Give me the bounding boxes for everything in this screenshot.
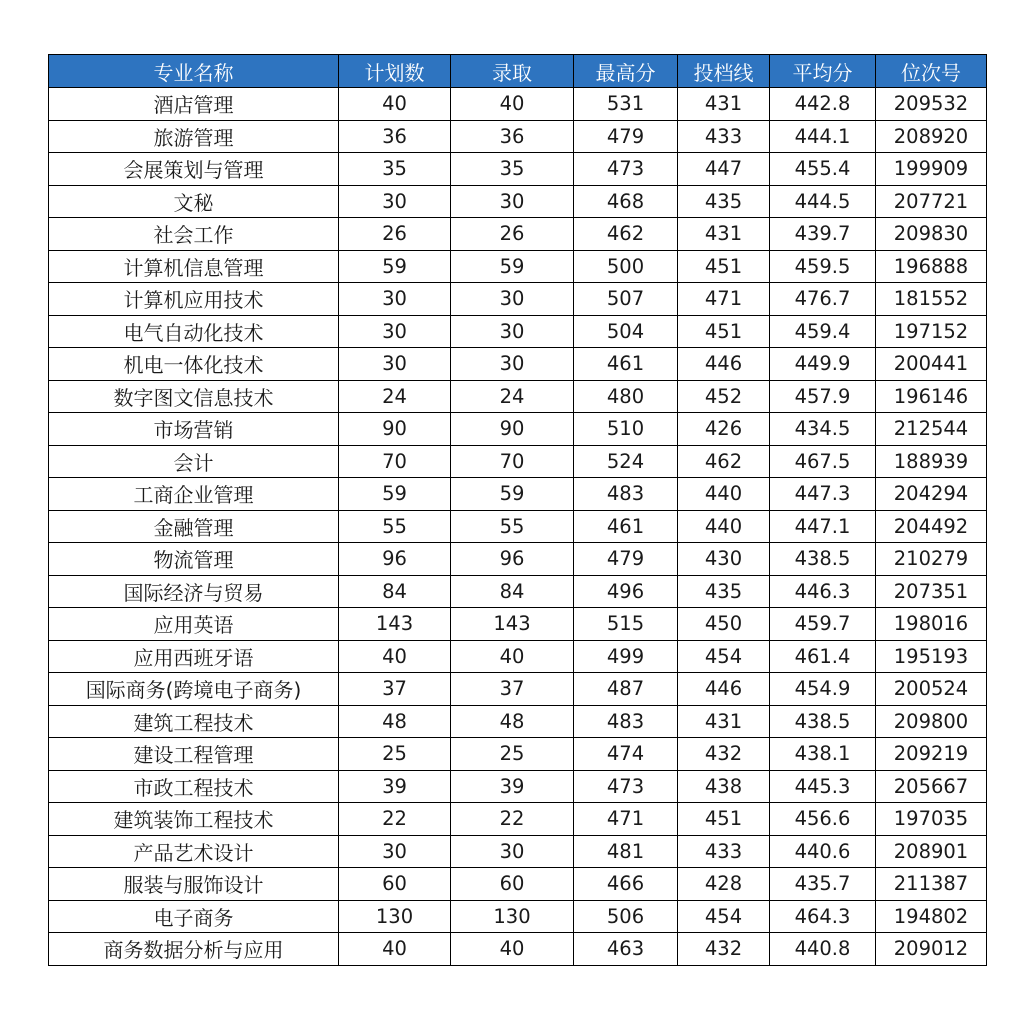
- table-row: [49, 348, 987, 381]
- plan-count-cell: 48: [339, 705, 451, 738]
- admitted-cell: 24: [451, 380, 574, 413]
- cutoff-line-cell: 452: [678, 380, 770, 413]
- major-cell: 应用英语: [49, 608, 339, 641]
- table-row: [49, 640, 987, 673]
- major-cell: 工商企业管理: [49, 478, 339, 511]
- major-cell: 应用西班牙语: [49, 640, 339, 673]
- table-row: [49, 933, 987, 966]
- plan-count-cell: 35: [339, 153, 451, 186]
- cutoff-line-cell: 432: [678, 933, 770, 966]
- admitted-cell: 60: [451, 868, 574, 901]
- major-cell: 建筑装饰工程技术: [49, 803, 339, 836]
- cutoff-line-cell: 433: [678, 835, 770, 868]
- table-row: [49, 445, 987, 478]
- table-row: [49, 608, 987, 641]
- plan-count-cell: 22: [339, 803, 451, 836]
- average-score-cell: 444.1: [770, 120, 876, 153]
- admitted-cell: 40: [451, 88, 574, 121]
- rank-cell: 181552: [876, 283, 987, 316]
- max-score-cell: 461: [574, 348, 678, 381]
- table-row: [49, 185, 987, 218]
- cutoff-line-cell: 447: [678, 153, 770, 186]
- table-row: [49, 835, 987, 868]
- admitted-cell: 40: [451, 933, 574, 966]
- max-score-cell: 474: [574, 738, 678, 771]
- table-row: [49, 380, 987, 413]
- admitted-cell: 59: [451, 250, 574, 283]
- max-score-cell: 479: [574, 543, 678, 576]
- table-row: [49, 413, 987, 446]
- cutoff-line-cell: 431: [678, 88, 770, 121]
- admitted-cell: 36: [451, 120, 574, 153]
- rank-cell: 194802: [876, 900, 987, 933]
- plan-count-cell: 143: [339, 608, 451, 641]
- max-score-cell: 524: [574, 445, 678, 478]
- table-row: [49, 120, 987, 153]
- admitted-cell: 130: [451, 900, 574, 933]
- admitted-cell: 35: [451, 153, 574, 186]
- admitted-cell: 22: [451, 803, 574, 836]
- rank-cell: 200441: [876, 348, 987, 381]
- table-row: [49, 250, 987, 283]
- max-score-cell: 468: [574, 185, 678, 218]
- table-row: [49, 153, 987, 186]
- average-score-cell: 444.5: [770, 185, 876, 218]
- max-score-cell: 471: [574, 803, 678, 836]
- max-score-cell: 515: [574, 608, 678, 641]
- average-score-cell: 435.7: [770, 868, 876, 901]
- plan-count-cell: 37: [339, 673, 451, 706]
- average-score-cell: 467.5: [770, 445, 876, 478]
- header-rank: 位次号: [876, 55, 987, 88]
- major-cell: 市政工程技术: [49, 770, 339, 803]
- admitted-cell: 90: [451, 413, 574, 446]
- average-score-cell: 434.5: [770, 413, 876, 446]
- cutoff-line-cell: 438: [678, 770, 770, 803]
- max-score-cell: 480: [574, 380, 678, 413]
- table-row: [49, 283, 987, 316]
- rank-cell: 204492: [876, 510, 987, 543]
- max-score-cell: 481: [574, 835, 678, 868]
- average-score-cell: 454.9: [770, 673, 876, 706]
- max-score-cell: 483: [574, 705, 678, 738]
- plan-count-cell: 84: [339, 575, 451, 608]
- cutoff-line-cell: 471: [678, 283, 770, 316]
- header-average-score: 平均分: [770, 55, 876, 88]
- major-cell: 商务数据分析与应用: [49, 933, 339, 966]
- rank-cell: 197035: [876, 803, 987, 836]
- major-cell: 机电一体化技术: [49, 348, 339, 381]
- average-score-cell: 442.8: [770, 88, 876, 121]
- rank-cell: 211387: [876, 868, 987, 901]
- admitted-cell: 143: [451, 608, 574, 641]
- average-score-cell: 440.6: [770, 835, 876, 868]
- major-cell: 社会工作: [49, 218, 339, 251]
- average-score-cell: 446.3: [770, 575, 876, 608]
- major-cell: 会展策划与管理: [49, 153, 339, 186]
- max-score-cell: 462: [574, 218, 678, 251]
- admitted-cell: 55: [451, 510, 574, 543]
- max-score-cell: 463: [574, 933, 678, 966]
- major-cell: 文秘: [49, 185, 339, 218]
- max-score-cell: 496: [574, 575, 678, 608]
- rank-cell: 188939: [876, 445, 987, 478]
- plan-count-cell: 96: [339, 543, 451, 576]
- major-cell: 产品艺术设计: [49, 835, 339, 868]
- cutoff-line-cell: 431: [678, 218, 770, 251]
- admission-score-table: [48, 54, 987, 966]
- cutoff-line-cell: 432: [678, 738, 770, 771]
- rank-cell: 195193: [876, 640, 987, 673]
- cutoff-line-cell: 454: [678, 640, 770, 673]
- max-score-cell: 466: [574, 868, 678, 901]
- admitted-cell: 30: [451, 315, 574, 348]
- max-score-cell: 483: [574, 478, 678, 511]
- cutoff-line-cell: 454: [678, 900, 770, 933]
- major-cell: 计算机信息管理: [49, 250, 339, 283]
- admitted-cell: 40: [451, 640, 574, 673]
- rank-cell: 209800: [876, 705, 987, 738]
- cutoff-line-cell: 462: [678, 445, 770, 478]
- max-score-cell: 531: [574, 88, 678, 121]
- cutoff-line-cell: 430: [678, 543, 770, 576]
- plan-count-cell: 90: [339, 413, 451, 446]
- admitted-cell: 96: [451, 543, 574, 576]
- average-score-cell: 447.1: [770, 510, 876, 543]
- rank-cell: 205667: [876, 770, 987, 803]
- max-score-cell: 500: [574, 250, 678, 283]
- average-score-cell: 455.4: [770, 153, 876, 186]
- major-cell: 会计: [49, 445, 339, 478]
- table-row: [49, 88, 987, 121]
- major-cell: 建筑工程技术: [49, 705, 339, 738]
- average-score-cell: 438.5: [770, 543, 876, 576]
- admitted-cell: 70: [451, 445, 574, 478]
- admitted-cell: 30: [451, 348, 574, 381]
- rank-cell: 209532: [876, 88, 987, 121]
- header-plan-count: 计划数: [339, 55, 451, 88]
- plan-count-cell: 40: [339, 933, 451, 966]
- major-cell: 物流管理: [49, 543, 339, 576]
- cutoff-line-cell: 446: [678, 348, 770, 381]
- admitted-cell: 84: [451, 575, 574, 608]
- admitted-cell: 30: [451, 185, 574, 218]
- admitted-cell: 26: [451, 218, 574, 251]
- cutoff-line-cell: 433: [678, 120, 770, 153]
- rank-cell: 198016: [876, 608, 987, 641]
- max-score-cell: 461: [574, 510, 678, 543]
- table-row: [49, 900, 987, 933]
- max-score-cell: 510: [574, 413, 678, 446]
- average-score-cell: 456.6: [770, 803, 876, 836]
- header-row: [49, 55, 987, 88]
- max-score-cell: 504: [574, 315, 678, 348]
- table-row: [49, 770, 987, 803]
- cutoff-line-cell: 451: [678, 250, 770, 283]
- max-score-cell: 479: [574, 120, 678, 153]
- plan-count-cell: 24: [339, 380, 451, 413]
- major-cell: 计算机应用技术: [49, 283, 339, 316]
- plan-count-cell: 60: [339, 868, 451, 901]
- admitted-cell: 25: [451, 738, 574, 771]
- plan-count-cell: 26: [339, 218, 451, 251]
- rank-cell: 208920: [876, 120, 987, 153]
- max-score-cell: 506: [574, 900, 678, 933]
- table-row: [49, 673, 987, 706]
- rank-cell: 207351: [876, 575, 987, 608]
- major-cell: 酒店管理: [49, 88, 339, 121]
- admitted-cell: 30: [451, 835, 574, 868]
- table-body: [49, 88, 987, 966]
- major-cell: 电子商务: [49, 900, 339, 933]
- major-cell: 市场营销: [49, 413, 339, 446]
- average-score-cell: 457.9: [770, 380, 876, 413]
- table-row: [49, 510, 987, 543]
- rank-cell: 196146: [876, 380, 987, 413]
- cutoff-line-cell: 435: [678, 185, 770, 218]
- major-cell: 金融管理: [49, 510, 339, 543]
- average-score-cell: 438.1: [770, 738, 876, 771]
- average-score-cell: 445.3: [770, 770, 876, 803]
- rank-cell: 209830: [876, 218, 987, 251]
- cutoff-line-cell: 435: [678, 575, 770, 608]
- major-cell: 旅游管理: [49, 120, 339, 153]
- max-score-cell: 487: [574, 673, 678, 706]
- average-score-cell: 461.4: [770, 640, 876, 673]
- rank-cell: 200524: [876, 673, 987, 706]
- table-row: [49, 218, 987, 251]
- average-score-cell: 439.7: [770, 218, 876, 251]
- admitted-cell: 30: [451, 283, 574, 316]
- table-row: [49, 868, 987, 901]
- cutoff-line-cell: 446: [678, 673, 770, 706]
- plan-count-cell: 130: [339, 900, 451, 933]
- cutoff-line-cell: 440: [678, 478, 770, 511]
- cutoff-line-cell: 451: [678, 803, 770, 836]
- rank-cell: 196888: [876, 250, 987, 283]
- table-row: [49, 543, 987, 576]
- plan-count-cell: 39: [339, 770, 451, 803]
- plan-count-cell: 30: [339, 315, 451, 348]
- rank-cell: 204294: [876, 478, 987, 511]
- major-cell: 服装与服饰设计: [49, 868, 339, 901]
- max-score-cell: 473: [574, 770, 678, 803]
- rank-cell: 199909: [876, 153, 987, 186]
- rank-cell: 207721: [876, 185, 987, 218]
- average-score-cell: 459.7: [770, 608, 876, 641]
- plan-count-cell: 25: [339, 738, 451, 771]
- header-cutoff-line: 投档线: [678, 55, 770, 88]
- rank-cell: 197152: [876, 315, 987, 348]
- plan-count-cell: 40: [339, 640, 451, 673]
- admitted-cell: 39: [451, 770, 574, 803]
- plan-count-cell: 55: [339, 510, 451, 543]
- plan-count-cell: 59: [339, 478, 451, 511]
- max-score-cell: 473: [574, 153, 678, 186]
- table-row: [49, 478, 987, 511]
- rank-cell: 209219: [876, 738, 987, 771]
- plan-count-cell: 30: [339, 283, 451, 316]
- table-row: [49, 575, 987, 608]
- cutoff-line-cell: 426: [678, 413, 770, 446]
- plan-count-cell: 59: [339, 250, 451, 283]
- max-score-cell: 507: [574, 283, 678, 316]
- major-cell: 建设工程管理: [49, 738, 339, 771]
- cutoff-line-cell: 428: [678, 868, 770, 901]
- max-score-cell: 499: [574, 640, 678, 673]
- average-score-cell: 440.8: [770, 933, 876, 966]
- major-cell: 国际商务(跨境电子商务): [49, 673, 339, 706]
- rank-cell: 210279: [876, 543, 987, 576]
- plan-count-cell: 30: [339, 835, 451, 868]
- average-score-cell: 449.9: [770, 348, 876, 381]
- header-max-score: 最高分: [574, 55, 678, 88]
- rank-cell: 208901: [876, 835, 987, 868]
- admitted-cell: 48: [451, 705, 574, 738]
- table-row: [49, 803, 987, 836]
- cutoff-line-cell: 450: [678, 608, 770, 641]
- average-score-cell: 438.5: [770, 705, 876, 738]
- plan-count-cell: 40: [339, 88, 451, 121]
- cutoff-line-cell: 451: [678, 315, 770, 348]
- average-score-cell: 459.5: [770, 250, 876, 283]
- plan-count-cell: 30: [339, 185, 451, 218]
- rank-cell: 212544: [876, 413, 987, 446]
- table-row: [49, 738, 987, 771]
- major-cell: 数字图文信息技术: [49, 380, 339, 413]
- table-row: [49, 315, 987, 348]
- average-score-cell: 447.3: [770, 478, 876, 511]
- admitted-cell: 59: [451, 478, 574, 511]
- plan-count-cell: 30: [339, 348, 451, 381]
- average-score-cell: 464.3: [770, 900, 876, 933]
- cutoff-line-cell: 440: [678, 510, 770, 543]
- admitted-cell: 37: [451, 673, 574, 706]
- header-admitted: 录取: [451, 55, 574, 88]
- average-score-cell: 459.4: [770, 315, 876, 348]
- cutoff-line-cell: 431: [678, 705, 770, 738]
- major-cell: 电气自动化技术: [49, 315, 339, 348]
- average-score-cell: 476.7: [770, 283, 876, 316]
- plan-count-cell: 70: [339, 445, 451, 478]
- header-major: 专业名称: [49, 55, 339, 88]
- plan-count-cell: 36: [339, 120, 451, 153]
- table-row: [49, 705, 987, 738]
- major-cell: 国际经济与贸易: [49, 575, 339, 608]
- rank-cell: 209012: [876, 933, 987, 966]
